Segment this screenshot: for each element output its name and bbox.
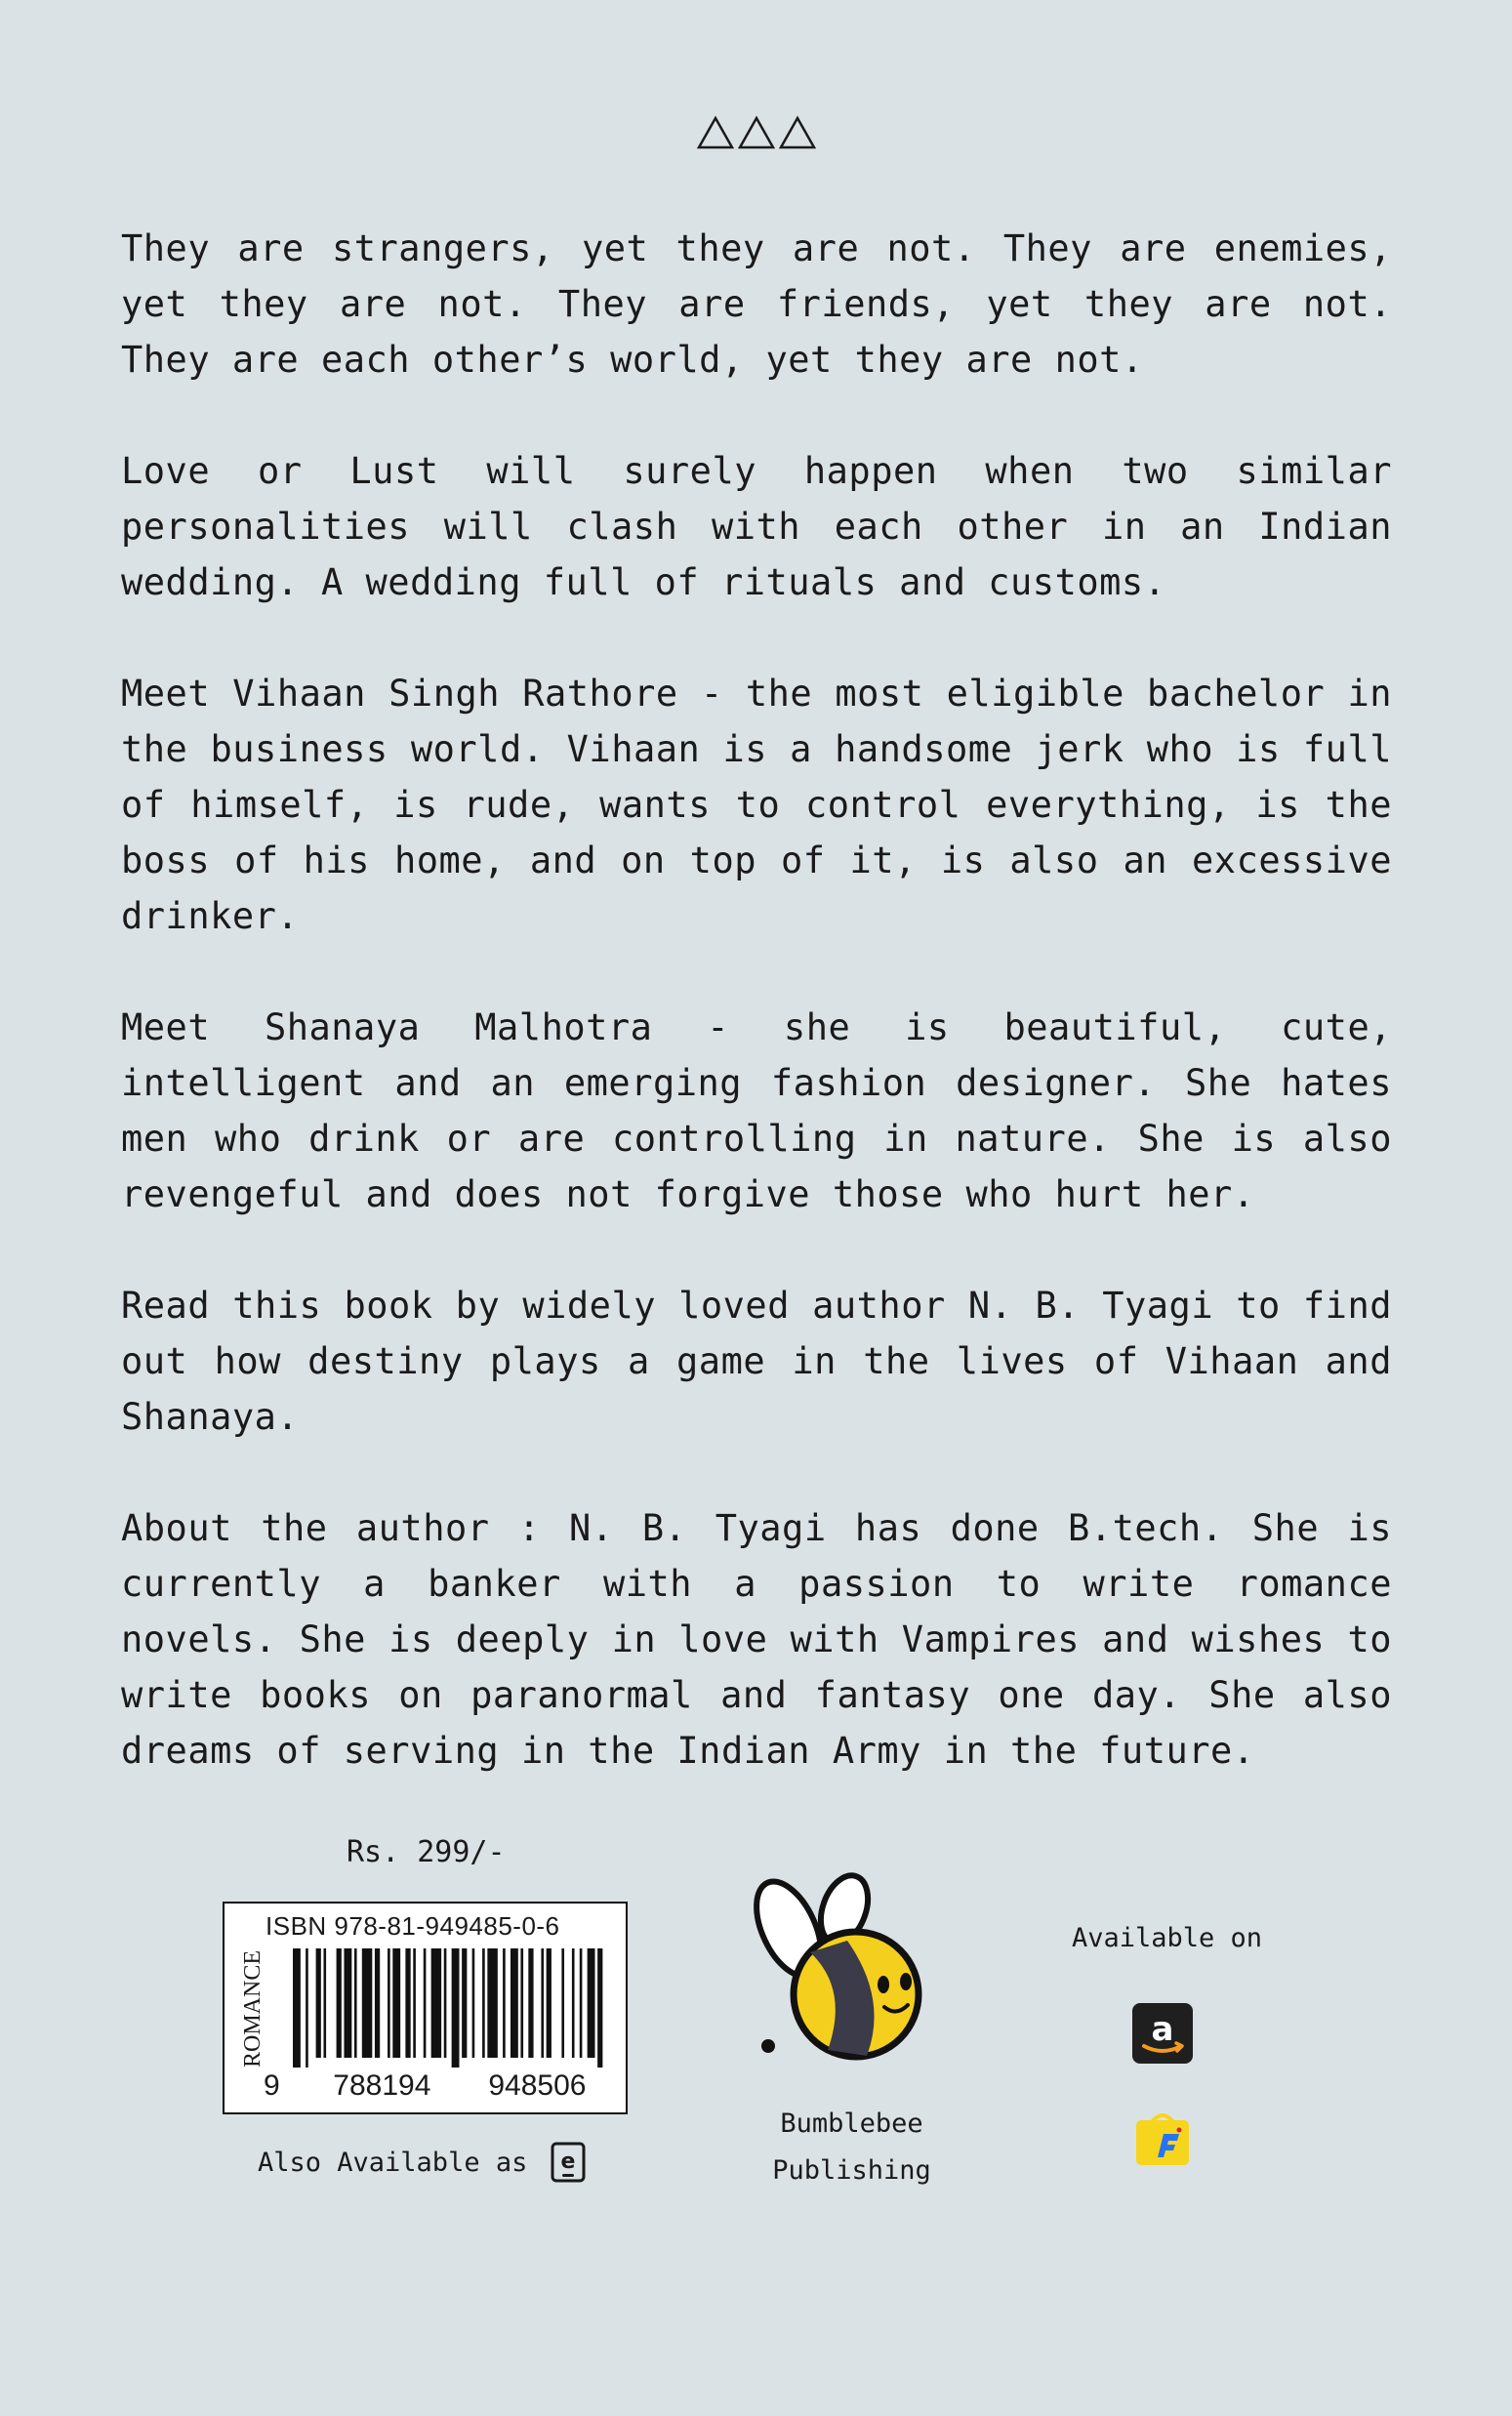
barcode-bar	[528, 1948, 533, 2058]
barcode-bar	[354, 1948, 357, 2058]
publisher-line: Bumblebee	[780, 2109, 923, 2139]
price-label: Rs. 299/-	[347, 1835, 506, 1869]
barcode-bar	[375, 1948, 380, 2058]
barcode-bar	[520, 1948, 523, 2058]
ebook-e-icon	[551, 2142, 586, 2183]
blurb-paragraph: Meet Vihaan Singh Rathore - the most eligible bachelor in the business world. Vihaan is a handsome jerk who is full of himself, is rude, wants to control everything, is the boss of his home, and on top of it, is also an excessive drinker.	[121, 673, 1392, 937]
flipkart-icon	[1132, 2109, 1193, 2169]
publisher-line: Publishing	[772, 2155, 931, 2186]
barcode-bar	[588, 1948, 595, 2058]
barcode-bar	[462, 1948, 467, 2058]
triangle-icon	[696, 115, 735, 150]
barcode-bar	[472, 1948, 475, 2058]
also-available	[258, 2142, 586, 2183]
bumblebee-icon	[742, 1872, 937, 2077]
barcode-bar	[413, 1948, 416, 2058]
barcode-bar	[392, 1948, 400, 2058]
svg-text:a: a	[1151, 2010, 1174, 2049]
triangle-icon	[737, 115, 776, 150]
barcode-bars	[293, 1948, 605, 2068]
blurb-paragraph: Love or Lust will surely happen when two similar personalities will clash with each other in an Indian wedding. A wedding full of rituals and customs.	[121, 450, 1392, 603]
barcode-bar	[547, 1948, 552, 2058]
barcode-bar	[452, 1948, 460, 2068]
barcode-bar	[444, 1948, 447, 2058]
barcode-bar	[405, 1948, 410, 2058]
barcode-digit-group: 788194	[333, 2069, 431, 2102]
barcode-bar	[482, 1948, 485, 2058]
barcode-bar	[597, 1948, 602, 2068]
barcode-bar	[580, 1948, 583, 2058]
barcode-bar	[487, 1948, 497, 2058]
barcode-digit-group: 948506	[488, 2069, 587, 2102]
barcode-bar	[541, 1948, 544, 2058]
barcode-digits	[264, 2069, 615, 2103]
barcode-bar	[511, 1948, 518, 2058]
about-author-paragraph: About the author : N. B. Tyagi has done B.tech. She is currently a banker with a passion to write romance novels. She is deeply in love with Vampires and wishes to write books on paranormal and fantasy one day. She also dreams of serving in the Indian Army in the future.	[121, 1507, 1392, 1772]
triangle-icon	[778, 115, 817, 150]
blurb-paragraph: Meet Shanaya Malhotra - she is beautiful, cute, intelligent and an emerging fashion designer. She hates men who drink or are controlling in nature. She is also revengeful and does not forgive those who hurt her.	[121, 1006, 1392, 1215]
blurb-paragraph: Read this book by widely loved author N. B. Tyagi to find out how destiny plays a game in the lives of Vihaan and Shanaya.	[121, 1285, 1392, 1438]
publisher-name	[752, 2101, 952, 2194]
barcode-bar	[388, 1948, 390, 2058]
blurb-paragraph: They are strangers, yet they are not. They are enemies, yet they are not. They are friends, yet they are not. They are each other’s world, yet they are not.	[121, 227, 1392, 381]
genre-label: ROMANCE	[240, 1949, 266, 2068]
barcode-bar	[503, 1948, 506, 2058]
barcode-bar	[431, 1948, 441, 2058]
barcode-bar	[316, 1948, 321, 2058]
triangle-ornament	[0, 115, 1512, 154]
isbn-text: ISBN 978-81-949485-0-6	[266, 1911, 560, 1941]
barcode-bar	[323, 1948, 326, 2058]
barcode-bar	[337, 1948, 342, 2058]
svg-text:e: e	[560, 2150, 576, 2174]
barcode	[223, 1902, 628, 2114]
available-on-label: Available on	[1072, 1923, 1263, 1953]
amazon-icon	[1132, 2003, 1193, 2064]
also-available-label: Also Available as	[258, 2147, 528, 2178]
barcode-bar	[561, 1948, 564, 2058]
barcode-bar	[293, 1948, 301, 2068]
barcode-bar	[306, 1948, 308, 2068]
blurb	[121, 221, 1392, 1834]
barcode-bar	[344, 1948, 351, 2058]
barcode-bar	[424, 1948, 427, 2058]
barcode-digit-first: 9	[264, 2069, 280, 2102]
barcode-bar	[572, 1948, 575, 2058]
barcode-bar	[362, 1948, 372, 2058]
